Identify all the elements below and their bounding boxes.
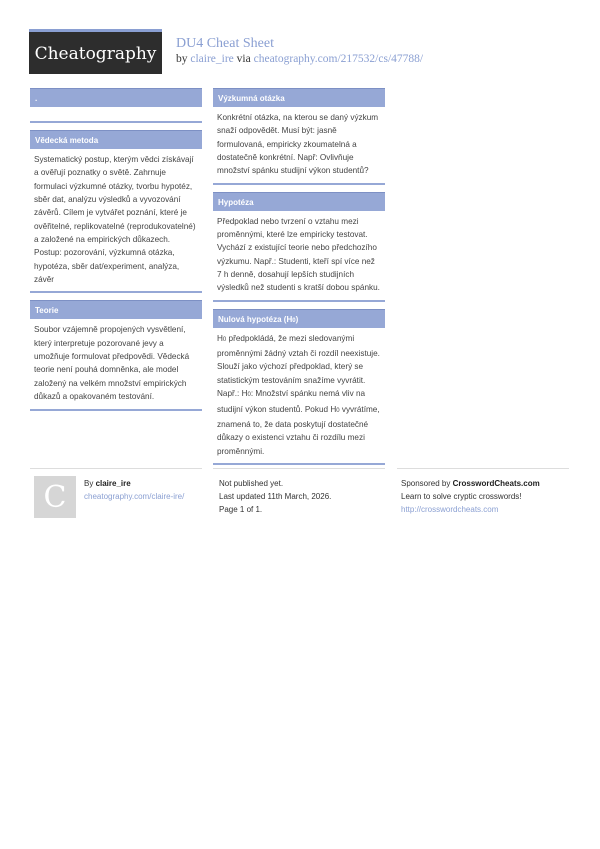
page-title[interactable]: DU4 Cheat Sheet: [176, 36, 274, 51]
avatar-letter: C: [43, 480, 67, 515]
null-sub-3: 0: [336, 407, 340, 414]
null-body-c: vyvrátíme, znamená to, že data poskytují dostatečné důkazy o existenci vztahu či rozdílu mezi proměnnými.: [217, 404, 380, 456]
column-2: [213, 88, 385, 472]
section-teorie-body: Soubor vzájemně propojených vysvětlení, který interpretuje pozorované jevy a umožňuje formulovat předpovědi. Vědecká teorie není pouhá domněnka, ale model založený na velkém množství empirických důkazů a opakovaném testování.: [30, 319, 202, 410]
section-teorie-title: Teorie: [30, 300, 202, 319]
cheatography-logo[interactable]: [29, 29, 162, 74]
author-link[interactable]: claire_ire: [190, 53, 234, 65]
section-teorie: [30, 300, 202, 410]
footer-sponsor: [401, 477, 540, 490]
footer-sponsor-url-text[interactable]: http://crosswordcheats.com: [401, 505, 499, 514]
footer-sponsor-name[interactable]: CrosswordCheats.com: [452, 479, 540, 488]
footer-divider-2: [213, 468, 385, 469]
section-hypoteza-title: Hypotéza: [213, 192, 385, 211]
null-sub-2: 0: [247, 392, 251, 399]
section-vedecka-metoda-body: Systematický postup, kterým vědci získávají a ověřují poznatky o světě. Zahrnuje formulaci výzkumné otázky, tvorbu hypotéz, sběr dat, analýzu výsledků a vyvozování závěrů. Cílem je vytvářet poznání, které je ověřitelné, replikovatelné (reprodukovatelné) a založené na empirických důkazech. Postup: pozorování, výzkumná otázka, hypotéza, sběr dat/experiment, analýza, závěr: [30, 149, 202, 293]
null-body-a: předpokládá, že mezi sledovanými proměnnými žádný vztah či rozdíl neexistuje. Slouží jako výchozí předpoklad, který se statistickým testováním snažíme vyvrátit. Např.: H: [217, 333, 380, 399]
null-body-b: : Množství spánku nemá vliv na studijní výkon studentů. Pokud H: [217, 389, 366, 414]
section-dot-title: .: [30, 88, 202, 107]
section-vyzkumna-otazka-title: Výzkumná otázka: [213, 88, 385, 107]
null-title-a: Nulová hypotéza (H: [218, 314, 293, 324]
null-title-b: ): [295, 314, 299, 324]
section-vyzkumna-otazka: [213, 88, 385, 185]
section-vyzkumna-otazka-body: Konkrétní otázka, na kterou se daný výzkum snaží odpovědět. Musí být: jasně formulovaná, empiricky zkoumatelná a dostatečně konkrétní. Např: Ovlivňuje množství spánku studijní výkon studentů?: [213, 107, 385, 185]
section-dot-body: [30, 107, 202, 123]
footer-page: Page 1 of 1.: [219, 505, 263, 514]
footer-published: Not published yet.: [219, 479, 284, 488]
logo-text: Cheatography: [34, 44, 157, 64]
section-nulova-hypoteza-title: [213, 309, 385, 328]
section-hypoteza-body: Předpoklad nebo tvrzení o vztahu mezi proměnnými, které lze empiricky testovat. Vychází z existující teorie nebo předchozího výzkumu. Např.: Studenti, kteří spí více než 7 h denně, dosahují lepších studijních výsledků než studenti s kratší dobou spánku.: [213, 211, 385, 302]
null-sub-1: 0: [222, 336, 227, 343]
null-title-sub: 0: [292, 317, 296, 324]
section-vedecka-metoda-title: Vědecká metoda: [30, 130, 202, 149]
footer-sponsored-prefix: Sponsored by: [401, 479, 453, 488]
section-dot: [30, 88, 202, 123]
footer-divider-3: [397, 468, 569, 469]
byline-via: via: [236, 53, 251, 65]
footer-by: By: [84, 479, 96, 488]
section-vedecka-metoda: [30, 130, 202, 293]
footer-sponsor-url[interactable]: [401, 503, 498, 516]
byline-by: by: [176, 53, 188, 65]
footer-author-name[interactable]: claire_ire: [95, 479, 131, 488]
footer-author-url-text[interactable]: cheatography.com/claire-ire/: [84, 492, 185, 501]
section-hypoteza: [213, 192, 385, 302]
sheet-url-link[interactable]: cheatography.com/217532/cs/47788/: [253, 53, 424, 65]
footer-author-url[interactable]: [84, 490, 184, 503]
footer-updated: Last updated 11th March, 2026.: [219, 492, 332, 501]
section-nulova-hypoteza: [213, 309, 385, 465]
section-nulova-hypoteza-body: [213, 328, 385, 465]
footer-divider-1: [30, 468, 202, 469]
byline: [176, 53, 423, 65]
column-1: [30, 88, 202, 418]
footer-author: [84, 477, 131, 490]
footer-sponsor-tagline: Learn to solve cryptic crosswords!: [401, 492, 522, 501]
null-h-1: H: [217, 333, 223, 343]
author-avatar[interactable]: [34, 476, 76, 518]
